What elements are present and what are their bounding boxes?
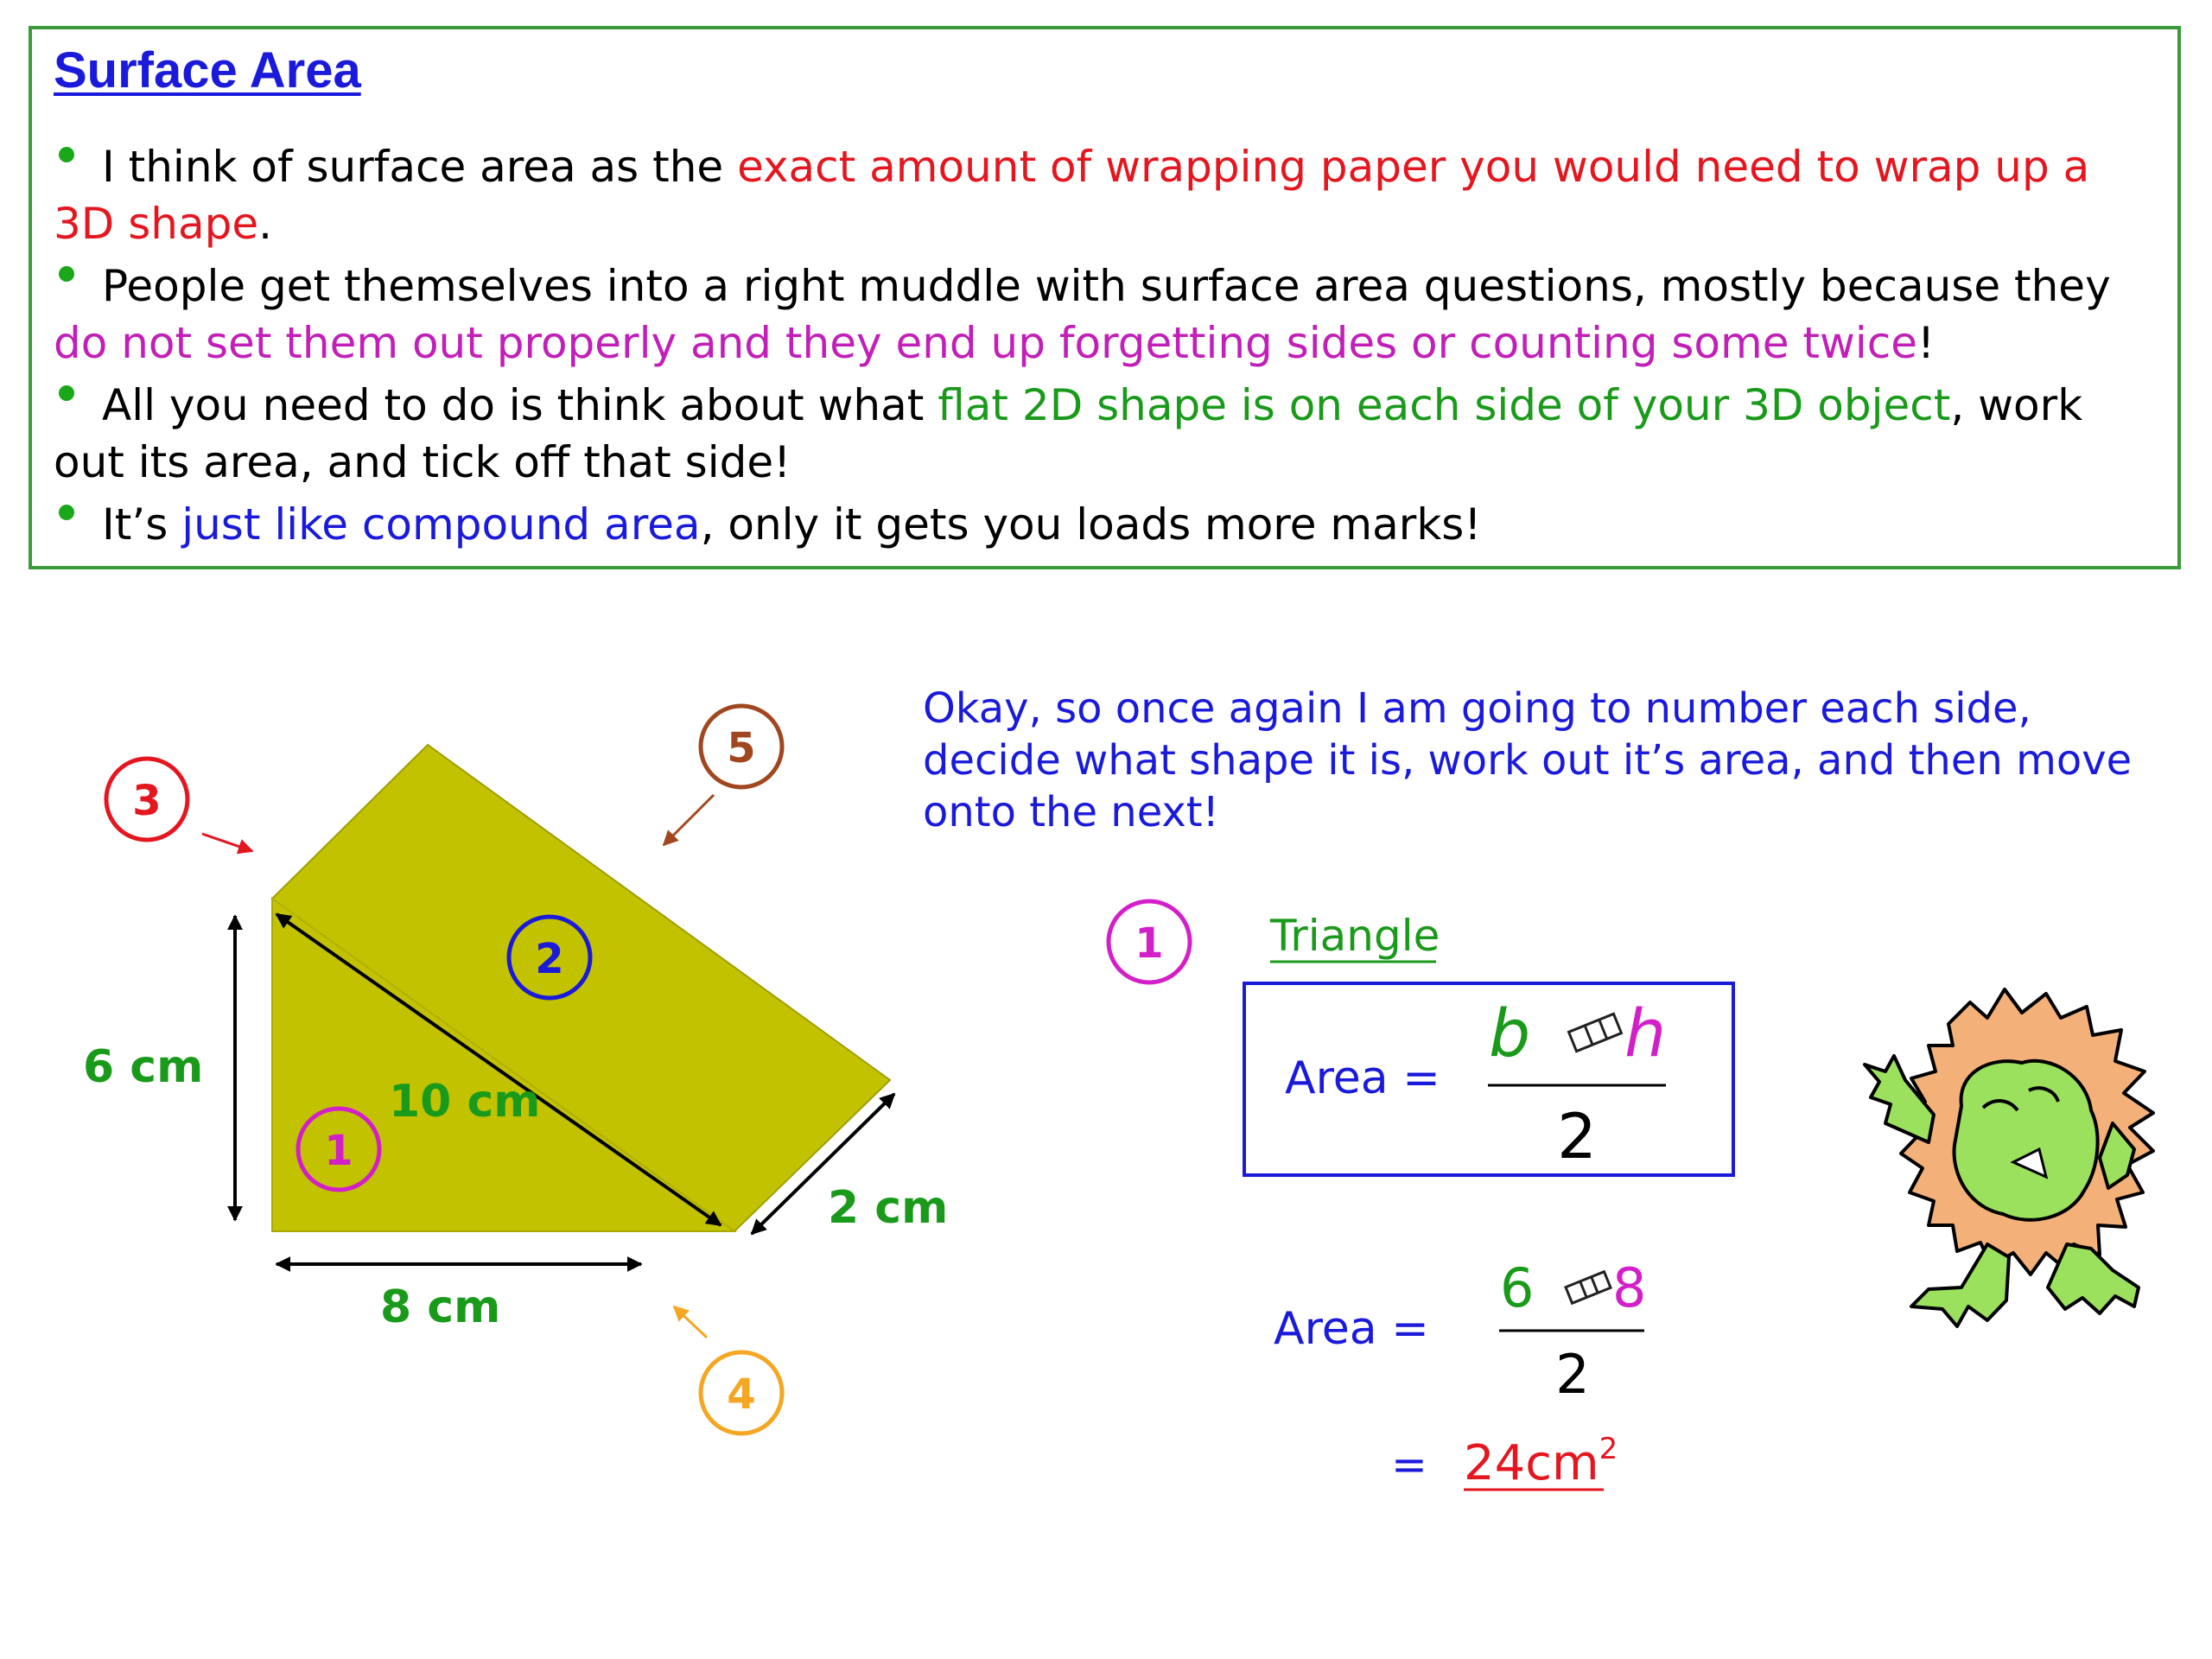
formula-lhs: Area = — [1285, 1052, 1440, 1104]
bullet-text: ! — [1917, 318, 1936, 368]
formula-b: b — [1489, 995, 1531, 1071]
bullet-text: , only it gets you loads more marks! — [700, 499, 1482, 550]
page-title: Surface Area — [54, 42, 361, 99]
marker-4-arrow — [674, 1306, 707, 1338]
formula-h: h — [1624, 995, 1667, 1071]
bullet-highlight: flat 2D shape is on each side of your 3D object — [938, 380, 1951, 430]
depth-label: 2 cm — [828, 1182, 949, 1234]
height-label: 6 cm — [83, 1041, 204, 1093]
triangular-prism — [272, 745, 890, 1231]
multiply-icon — [1566, 1272, 1611, 1304]
bullet-text: People get themselves into a right muddle with surface area questions, mostly because they — [102, 261, 2111, 311]
base-label: 8 cm — [380, 1281, 501, 1333]
svg-text:4: 4 — [727, 1370, 756, 1419]
svg-text:2: 2 — [535, 935, 564, 983]
bullet-text: . — [258, 199, 272, 249]
result-value: $24cm^2$ — [1464, 1432, 1618, 1491]
intro-text: Okay, so once again I am going to number each side, decide what shape it is, work out it’s area, and then move onto the next! — [923, 684, 2133, 836]
bullet-text: , work out its area, and tick off that side! — [54, 380, 2083, 487]
bullet-highlight: do not set them out properly and they end up forgetting sides or counting some twice — [54, 318, 1918, 368]
bullet-text: I think of surface area as the — [102, 142, 738, 192]
marker-5-arrow — [664, 795, 714, 845]
svg-text:1: 1 — [1135, 919, 1164, 968]
substitution-a: 6 — [1500, 1256, 1535, 1319]
svg-text:1: 1 — [324, 1127, 353, 1175]
face-marker-3 — [106, 759, 188, 840]
monster-mascot-icon — [1865, 989, 2153, 1326]
svg-text:5: 5 — [727, 724, 756, 772]
substitution-denominator: 2 — [1555, 1343, 1590, 1406]
result-equals: = — [1391, 1440, 1427, 1490]
marker-3-arrow — [202, 834, 252, 851]
face-marker-5 — [701, 706, 782, 787]
working-marker-1 — [1109, 901, 1190, 982]
bullet-highlight: just like compound area — [181, 499, 701, 550]
hypotenuse-label: 10 cm — [389, 1076, 541, 1128]
substitution-lhs: Area = — [1274, 1303, 1429, 1355]
substitution-b: 8 — [1612, 1256, 1647, 1319]
shape-name: Triangle — [1270, 911, 1440, 961]
face-marker-4 — [701, 1352, 782, 1433]
svg-text:3: 3 — [132, 777, 162, 825]
bullet-text: All you need to do is think about what — [102, 380, 938, 430]
multiply-icon — [1569, 1014, 1622, 1051]
formula-denominator: 2 — [1557, 1100, 1597, 1173]
bullet-highlight: exact amount of wrapping paper you would need to wrap up a 3D shape — [54, 142, 2090, 249]
bullet-text: It’s — [102, 499, 182, 550]
